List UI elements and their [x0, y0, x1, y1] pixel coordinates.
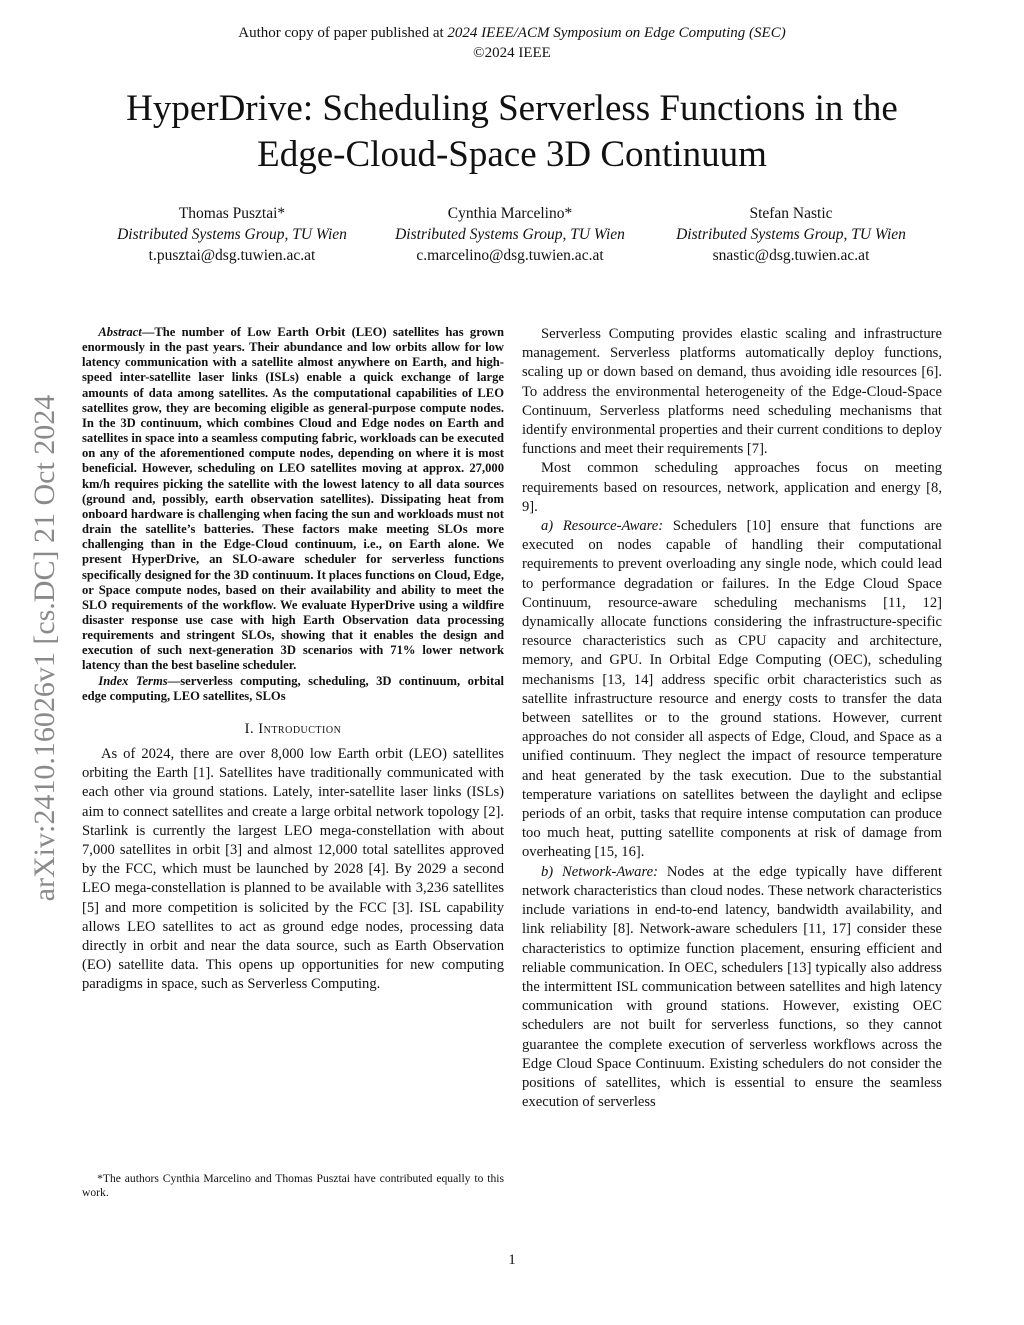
page-number: 1	[508, 1252, 516, 1268]
author-block-2	[365, 203, 655, 266]
publication-note: Author copy of paper published at 2024 IEEE/ACM Symposium on Edge Computing (SEC)	[238, 25, 786, 41]
paper-title: HyperDrive: Scheduling Serverless Functions in the Edge-Cloud-Space 3D Continuum	[126, 88, 898, 175]
arxiv-stamp: arXiv:2410.16026v1 [cs.DC] 21 Oct 2024	[28, 394, 61, 902]
author-email: t.pusztai@dsg.tuwien.ac.at	[148, 247, 316, 264]
author-email: c.marcelino@dsg.tuwien.ac.at	[416, 247, 604, 264]
author-name: Cynthia Marcelino*	[447, 205, 573, 222]
author-block-1	[87, 203, 377, 266]
section-heading: I. Introduction	[244, 720, 342, 737]
abstract-text: —The number of Low Earth Orbit (LEO) satellites has grown enormously in the past years. Their abundance and low orbits allow for low latency communication with a satellite almost anywhere on Earth, and high-speed inter-satellite laser links (ISLs) enable a quick exchange of large amounts of data among satellites. As the computational capabilities of LEO satellites grow, they are becoming eligible as general-purpose compute nodes. In the 3D continuum, which combines Cloud and Edge nodes on Earth and satellites in space into a seamless computing fabric, workloads can be executed on any of the aforementioned compute nodes, depending on where it is most beneficial. However, scheduling on LEO satellites moving at approx. 27,000 km/h requires picking the satellite with the lowest latency to all data sources (ground and, possibly, earth observation satellites). Dissipating heat from onboard hardware is challenging when facing the sun and workloads must not drain the satellite’s batteries. These factors make meeting SLOs more challenging than in the Edge-Cloud continuum, i.e., on Earth alone. We present HyperDrive, an SLO-aware scheduler for serverless functions specifically designed for the 3D continuum. It places functions on Cloud, Edge, or Space compute nodes, based on their availability and ability to meet the SLO requirements of the workflow. We evaluate HyperDrive using a wildfire disaster response use case with high Earth Observation data processing requirements and stringent SLOs, showing that it enables the design and execution of such next-generation 3D scenarios with 71% lower network latency than the best baseline scheduler.	[82, 325, 504, 673]
copyright-line: ©2024 IEEE	[473, 45, 551, 61]
abstract-label: Abstract	[98, 325, 142, 339]
left-column	[82, 325, 504, 995]
right-column	[522, 325, 942, 1112]
paragraph: Most common scheduling approaches focus on meeting requirements based on resources, network, application and energy [8, 9].	[522, 460, 942, 515]
author-block-3	[646, 203, 936, 266]
paragraph-resource-aware: a) Resource-Aware: Schedulers [10] ensure that functions are executed on nodes capable of handling their computational requirements to prevent overloading any single node, which could lead to performance degradation or failures. In the Edge Cloud Space Continuum, resource-aware scheduling mechanisms [11, 12] dynamically allocate functions considering the infrastructure-specific resource characteristics such as CPU capacity and architecture, memory, and GPU. In Orbital Edge Computing (OEC), scheduling mechanisms [13, 14] address specific orbit characteristics such as satellite infrastructure resource and energy costs to transfer the data between satellites or to the ground stations. However, current approaches do not consider all aspects of Edge, Cloud, and Space as a unified continuum. They neglect the impact of resource temperature and heat generated by the task execution. Due to the substantial temperature variations on satellites between the daylight and eclipse periods of an orbit, tasks that require intense computation can produce too much heat, putting satellite components at risk of damage from overheating [15, 16].	[522, 518, 942, 861]
paragraph-network-aware: b) Network-Aware: Nodes at the edge typically have different network characteristics than cloud nodes. These network characteristics include variations in end-to-end latency, bandwidth availability, and link reliability [8]. Network-aware schedulers [11, 17] consider these characteristics to optimize function placement, ensuring efficient and reliable communication. In OEC, schedulers [13] typically also address the intermittent ISL communication between satellites and high latency communication with ground stations. However, existing OEC schedulers are not built for serverless functions, so they cannot guarantee the complete execution of serverless workflows across the Edge Cloud Space Continuum. Existing schedulers do not consider the positions of satellites, which is essential to ensure the seamless execution of serverless	[522, 863, 942, 1111]
author-affiliation: Distributed Systems Group, TU Wien	[395, 226, 625, 243]
index-terms-text: —serverless computing, scheduling, 3D continuum, orbital edge computing, LEO satellites, SLOs	[82, 673, 504, 703]
intro-paragraph: As of 2024, there are over 8,000 low Earth orbit (LEO) satellites orbiting the Earth [1]. Satellites have traditionally communicated with each other via ground stations. Lately, inter-satellite laser links (ISLs) aim to connect satellites and create a large orbital network topology [2]. Starlink is currently the largest LEO mega-constellation with about 7,000 satellites in orbit [3] and almost 12,000 total satellites approved by the FCC, which must be launched by 2028 [4]. By 2029 a second LEO mega-constellation is planned to be available with 3,236 satellites [5] and more competition is solicited by the FCC [3]. ISL capability allows LEO satellites to act as ground edge nodes, processing data directly in orbit and near the data source, such as Earth Observation (EO) satellite data. This opens up opportunities for new computing paradigms in space, such as Serverless Computing.	[82, 745, 504, 993]
introduction-body	[82, 745, 504, 995]
paragraph: Serverless Computing provides elastic scaling and infrastructure management. Serverless platforms automatically deploy functions, scaling up or down based on demand, thus avoiding idle resources [6]. To address the environmental heterogeneity of the Edge-Cloud-Space Continuum, Serverless platforms need scheduling mechanisms that identify environmental properties and their current conditions to deploy functions and meet their requirements [7].	[522, 326, 942, 458]
footnote: *The authors Cynthia Marcelino and Thomas Pusztai have contributed equally to this work.	[82, 1172, 504, 1200]
author-affiliation: Distributed Systems Group, TU Wien	[117, 226, 347, 243]
author-email: snastic@dsg.tuwien.ac.at	[712, 247, 870, 264]
author-name: Thomas Pusztai*	[178, 205, 286, 222]
index-terms-label: Index Terms	[98, 673, 168, 688]
author-name: Stefan Nastic	[749, 205, 833, 222]
author-affiliation: Distributed Systems Group, TU Wien	[676, 226, 906, 243]
abstract	[82, 325, 504, 704]
